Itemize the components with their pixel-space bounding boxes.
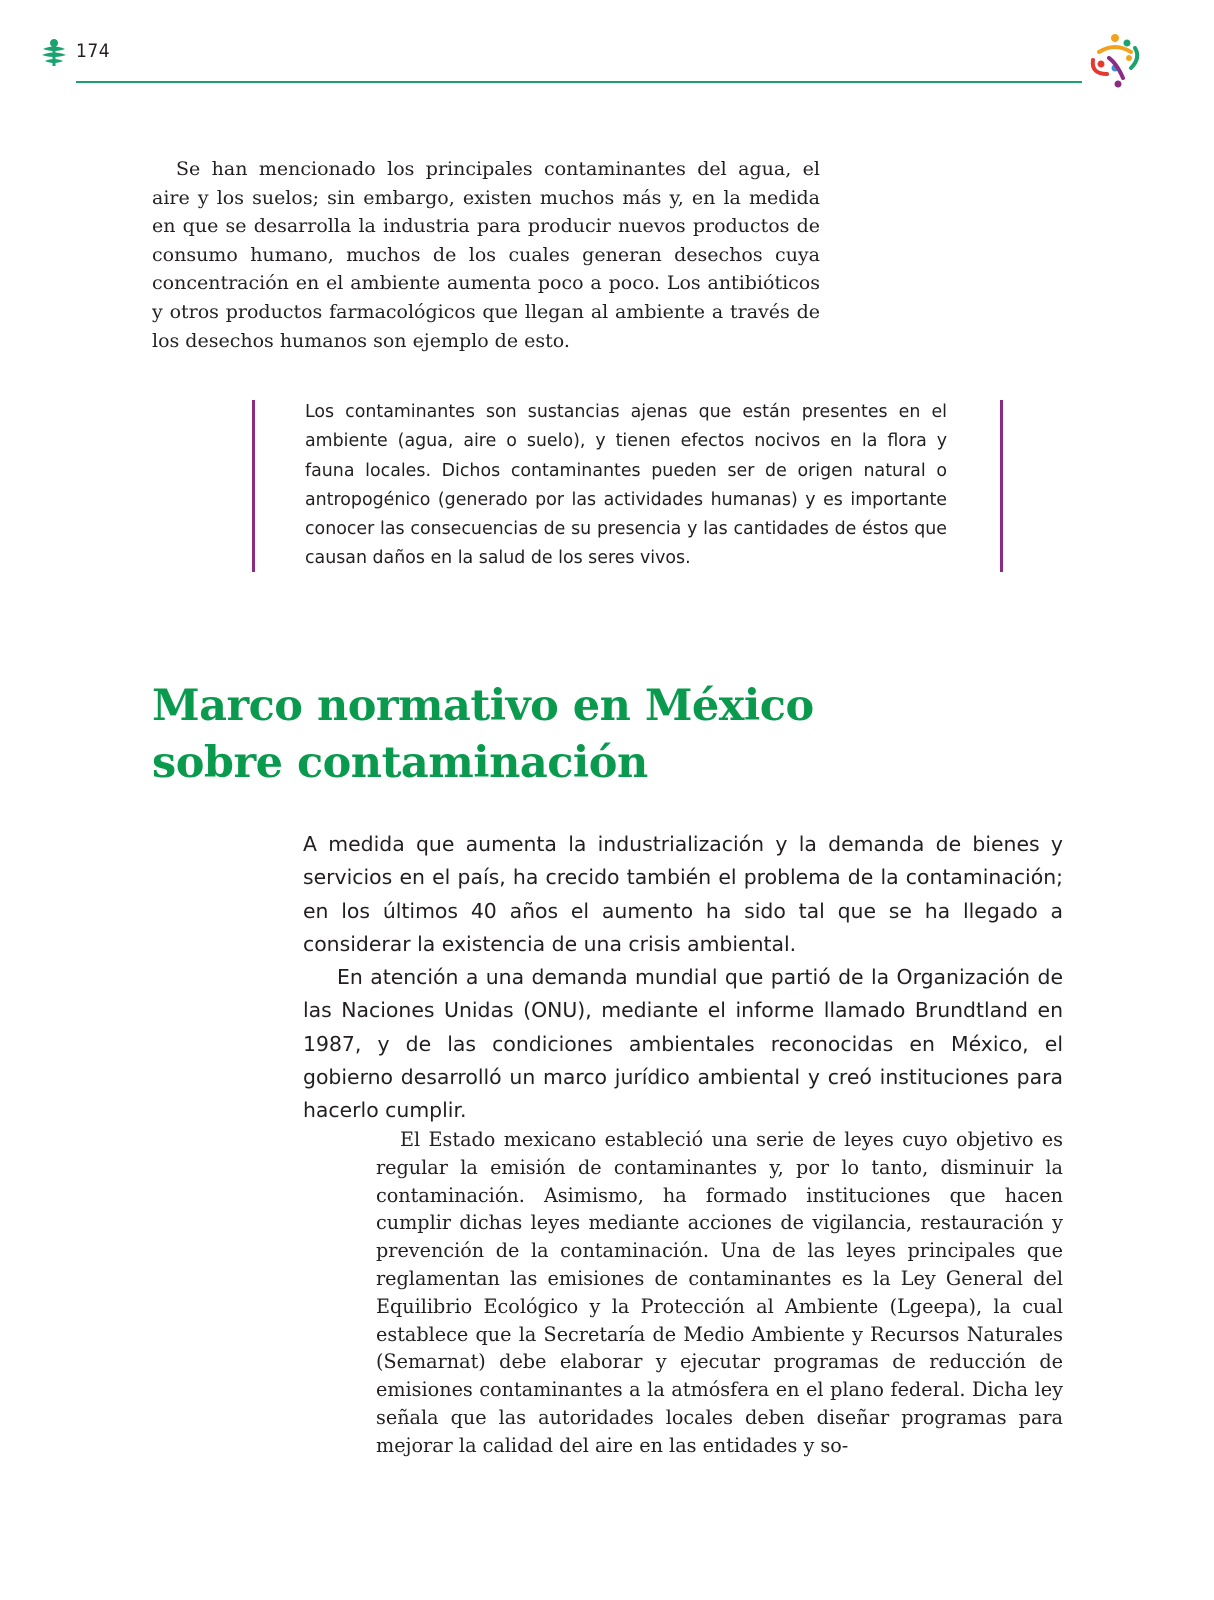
colorful-figures-logo-icon	[1085, 30, 1147, 88]
callout-text: Los contaminantes son sustancias ajenas que están presentes en el ambiente (agua, aire o suelo), y tienen efectos nocivos en la flora y fauna locales. Dichos contaminantes pueden ser de origen natural o antropogénico (generado por las actividades humanas) y es importante conocer las consecuencias de su presencia y las cantidades de éstos que causan daños en la salud de los seres vivos.	[305, 402, 947, 569]
definition-callout	[252, 400, 1003, 572]
section-paragraph-2: En atención a una demanda mundial que partió de la Organización de las Naciones Unidas (ONU), mediante el informe llamado Brundtland en 1987, y de las condiciones ambientales reconocidas en México, el gobierno desarrolló un marco jurídico ambiental y creó instituciones para hacerlo cumplir.	[303, 965, 1063, 1123]
intro-paragraph: Se han mencionado los principales contaminantes del agua, el aire y los suelos; sin embargo, existen muchos más y, en la medida en que se desarrolla la industria para producir nuevos productos de consumo humano, muchos de los cuales generan desechos cuya concentración en el ambiente aumenta poco a poco. Los antibióticos y otros productos farmacológicos que llegan al ambiente a través de los desechos humanos son ejemplo de esto.	[152, 158, 820, 352]
header-rule	[76, 81, 1082, 83]
section-title-line2: sobre contaminación	[152, 738, 648, 788]
section-paragraph-3: El Estado mexicano estableció una serie de leyes cuyo objetivo es regular la emisión de contaminantes y, por lo tanto, disminuir la contaminación. Asimismo, ha formado instituciones que hacen cumplir dichas leyes mediante acciones de vigilancia, restauración y prevención de la contaminación. Una de las leyes principales que reglamentan las emisiones de contaminantes es la Ley General del Equilibrio Ecológico y la Protección al Ambiente (Lgeepa), la cual establece que la Secretaría de Medio Ambiente y Recursos Naturales (Semarnat) debe elaborar y ejecutar programas de reducción de emisiones contaminantes a la atmósfera en el plano federal. Dicha ley señala que las autoridades locales deben diseñar programas para mejorar la calidad del aire en las entidades y so-	[376, 1128, 1063, 1457]
section-title-line1: Marco normativo en México	[152, 681, 814, 731]
page-number: 174	[76, 40, 111, 62]
section-title	[152, 678, 852, 792]
leaf-emblem-icon	[40, 38, 68, 68]
section-paragraph-1: A medida que aumenta la industrialización y la demanda de bienes y servicios en el país, ha crecido también el problema de la contaminación; en los últimos 40 años el aumento ha sido tal que se ha llegado a considerar la existencia de una crisis ambiental.	[303, 832, 1063, 956]
